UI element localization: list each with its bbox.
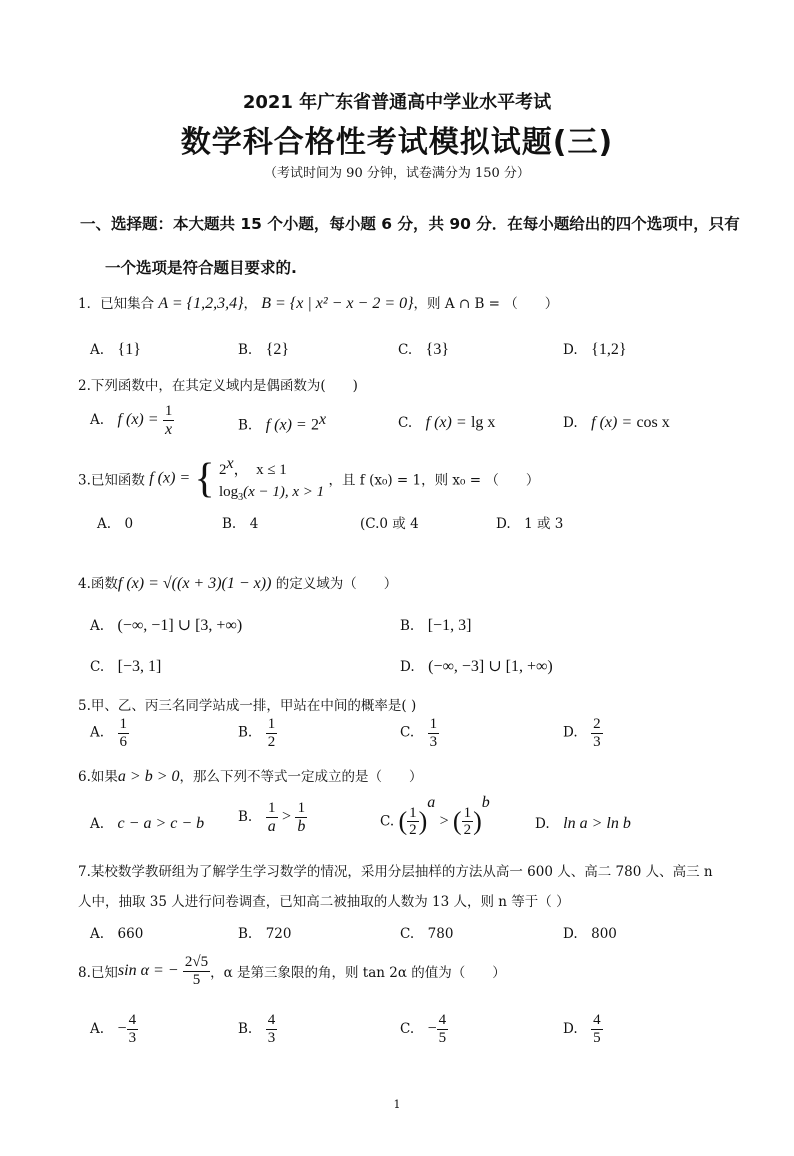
set-b: B = {x | x² − x − 2 = 0} (261, 295, 414, 312)
q6-option-d: D. ln a > ln b (535, 815, 631, 832)
q8-option-d: D. $\frac{4}{5}$ (563, 1012, 601, 1046)
q3-option-d: D. 1 或 3 (496, 516, 564, 532)
q3-option-c: (C.0 或 4 (360, 516, 419, 532)
q8-option-c: C. − $\frac{4}{5}$ (400, 1012, 447, 1046)
q8-option-a: A. − $\frac{4}{3}$ (90, 1012, 137, 1046)
q7-option-c: C. 780 (400, 926, 454, 942)
section-heading-line2: 一个选项是符合题目要求的. (105, 259, 297, 277)
q1-option-a: A. {1} (90, 341, 141, 358)
set-a: A = {1,2,3,4} (158, 295, 244, 312)
q2-option-b: B. f (x) = 2$^x$ (238, 411, 327, 434)
q4-option-c: C. [−3, 1] (90, 658, 162, 675)
q6-option-b: B. $\frac{1}{a}$ > $\frac{1}{b}$ (238, 800, 306, 835)
section-heading-line1: 一、选择题：本大题共 15 个小题，每小题 6 分，共 90 分．在每小题给出的四个选项中，只有 (80, 215, 740, 233)
question-6-stem: 6.如果a > b > 0，那么下列不等式一定成立的是（ ） (78, 768, 423, 785)
q6-option-a: A. c − a > c − b (90, 815, 205, 832)
q7-option-b: B. 720 (238, 926, 292, 942)
q1-option-b: B. {2} (238, 341, 290, 358)
question-1-stem: 1．已知集合 A = {1,2,3,4}， B = {x | x² − x − 2 = 0}，则 A ∩ B = （ ） (78, 295, 559, 312)
exam-title-line1: 2021 年广东省普通高中学业水平考试 (242, 92, 552, 113)
function-sqrt: f (x) = √((x + 3)(1 − x)) (117, 575, 272, 592)
q6-option-c: C. ( $\frac{1}{2}$ )$^a$ > ( $\frac{1}{2}$ )$^b$ (380, 794, 490, 838)
q2-option-d: D. f (x) = cos x (563, 414, 670, 431)
exam-subtitle: （考试时间为 90 分钟，试卷满分为 150 分） (264, 166, 530, 181)
question-2-stem: 2.下列函数中，在其定义域内是偶函数为( ) (78, 378, 358, 394)
q8-option-b: B. $\frac{4}{3}$ (238, 1012, 276, 1046)
q4-option-b: B. [−1, 3] (400, 617, 472, 634)
q4-option-d: D. (−∞, −3] ∪ [1, +∞) (400, 658, 553, 675)
piecewise-brace: { (194, 455, 215, 502)
exam-title-line2: 数学科合格性考试模拟试题(三) (180, 125, 614, 160)
q3-option-b: B. 4 (222, 516, 259, 532)
q1-option-c: C. {3} (398, 341, 449, 358)
question-3-stem: 3.已知函数 f (x) = { 2$^x$， x ≤ 1 $\log_3(x - 1)$, x > 1 ，且 f (x₀) = 1，则 x₀ = （ ） (78, 452, 539, 505)
q5-option-c: C. $\frac{1}{3}$ (400, 716, 438, 750)
q4-option-a: A. (−∞, −1] ∪ [3, +∞) (90, 617, 243, 634)
question-7-line2: 人中，抽取 35 人进行问卷调查，已知高二被抽取的人数为 13 人，则 n 等于（ ） (78, 894, 570, 910)
question-8-stem: 8.已知sin α = − $\frac{2√5}{5}$ ，α 是第三象限的角，则 tan 2α 的值为（ ） (78, 954, 506, 988)
q5-option-b: B. $\frac{1}{2}$ (238, 716, 276, 750)
q7-option-a: A. 660 (90, 926, 144, 942)
q2-option-a: A. f (x) = $\frac{1}{x}$ (90, 403, 173, 438)
q5-option-a: A. $\frac{1}{6}$ (90, 716, 128, 750)
q5-option-d: D. $\frac{2}{3}$ (563, 716, 601, 750)
piecewise-cases: 2$^x$， x ≤ 1 $\log_3(x - 1)$, x > 1 (218, 455, 325, 503)
page-number: 1 (393, 1098, 401, 1111)
q1-option-d: D. {1,2} (563, 341, 627, 358)
q7-option-d: D. 800 (563, 926, 617, 942)
question-5-stem: 5.甲、乙、丙三名同学站成一排，甲站在中间的概率是( ) (78, 698, 417, 714)
q3-option-a: A. 0 (97, 516, 134, 532)
q2-option-c: C. f (x) = lg x (398, 414, 496, 431)
question-4-stem: 4.函数f (x) = √((x + 3)(1 − x)) 的定义域为（ ） (78, 575, 398, 592)
question-7-line1: 7.某校数学教研组为了解学生学习数学的情况，采用分层抽样的方法从高一 600 人、高二 780 人、高三 n (78, 864, 713, 880)
